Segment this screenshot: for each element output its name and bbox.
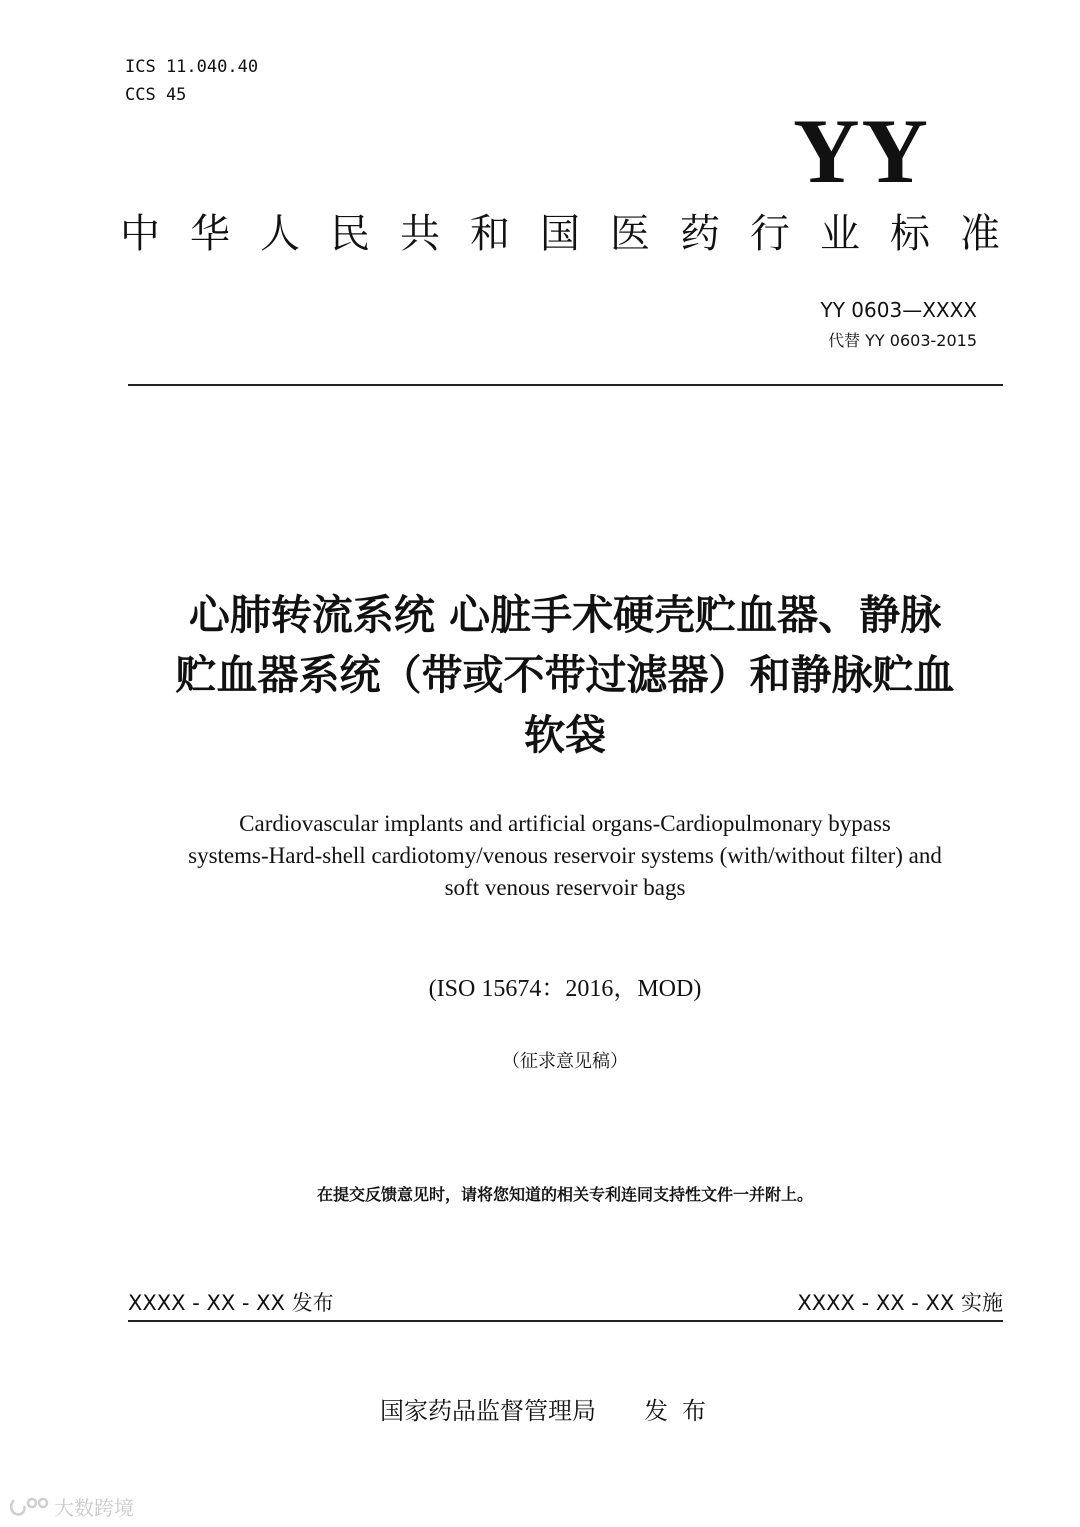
ccs-code: CCS 45 (125, 85, 187, 105)
heading-char: 和 (470, 211, 510, 257)
heading-char: 共 (400, 211, 440, 257)
heading-char: 准 (960, 211, 1000, 257)
heading-char: 华 (190, 211, 230, 257)
standard-number: YY 0603—XXXX (820, 298, 977, 322)
standard-number-block (821, 296, 978, 354)
header-divider (128, 384, 1003, 386)
heading-char: 国 (540, 211, 580, 257)
ics-code: ICS 11.040.40 (125, 57, 259, 77)
publish-date: XXXX - XX - XX 发布 (128, 1291, 334, 1315)
english-title (100, 808, 1030, 904)
chinese-title (110, 585, 1020, 765)
watermark-logo-icon (10, 1496, 50, 1518)
iso-reference: (ISO 15674：2016，MOD) (428, 976, 702, 1002)
heading-char: 业 (820, 211, 860, 257)
issuer-name: 国家药品监督管理局 (380, 1397, 596, 1425)
watermark (10, 1492, 134, 1521)
draft-label: （征求意见稿） (502, 1051, 628, 1072)
english-title-line: Cardiovascular implants and artificial organs-Cardiopulmonary bypass (239, 811, 891, 836)
english-title-line: soft venous reservoir bags (444, 875, 686, 900)
implement-date: XXXX - XX - XX 实施 (797, 1291, 1003, 1315)
heading-char: 医 (610, 211, 650, 257)
heading-char: 中 (120, 211, 160, 257)
watermark-text: 大数跨境 (54, 1496, 134, 1520)
patent-notice: 在提交反馈意见时，请将您知道的相关专利连同支持性文件一并附上。 (316, 1185, 813, 1204)
heading-char: 药 (680, 211, 720, 257)
chinese-title-line: 贮血器系统（带或不带过滤器）和静脉贮血 (175, 651, 955, 699)
classification-codes (125, 53, 258, 109)
english-title-line: systems-Hard-shell cardiotomy/venous reservoir systems (with/without filter) and (188, 843, 942, 868)
standard-type-heading (120, 208, 1000, 260)
replaces-standard: 代替 YY 0603-2015 (828, 331, 977, 350)
footer-divider (128, 1320, 1003, 1322)
issuer-action: 发布 (644, 1397, 720, 1425)
issuer-line (380, 1394, 720, 1428)
heading-char: 行 (750, 211, 790, 257)
chinese-title-line: 心肺转流系统 心脏手术硬壳贮血器、静脉 (188, 591, 942, 639)
chinese-title-line: 软袋 (524, 711, 606, 759)
heading-char: 民 (330, 211, 370, 257)
heading-char: 人 (260, 211, 300, 257)
heading-char: 标 (890, 211, 930, 257)
yy-logo: YY (793, 100, 930, 202)
